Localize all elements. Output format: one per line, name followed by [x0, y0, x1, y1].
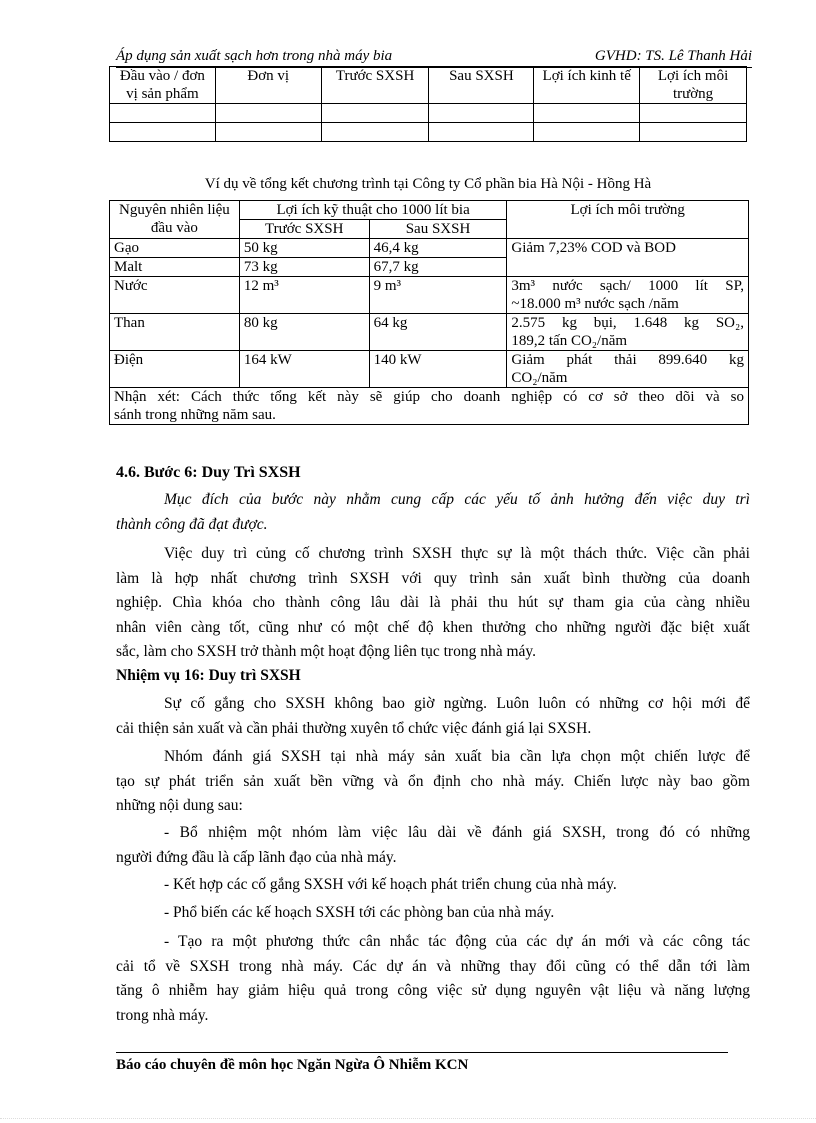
header-tech-benefit: Lợi ích kỹ thuật cho 1000 lít bia: [239, 201, 507, 220]
table-row: [110, 239, 749, 258]
after-cell: 67,7 kg: [369, 258, 507, 277]
table-cell: [110, 104, 216, 123]
header-material: Nguyên nhiên liệu đầu vào: [110, 201, 240, 239]
table-cell: [215, 123, 321, 142]
footer-divider: [116, 1052, 728, 1053]
text-line: Sự cố gắng cho SXSH không bao giờ ngừng. Luôn luôn có những cơ hội mới để: [164, 695, 750, 712]
table-header-row: [110, 67, 747, 104]
env-cell: [507, 314, 749, 351]
bullet-combine: [116, 873, 750, 898]
table-cell: [321, 123, 429, 142]
table-row: [110, 388, 749, 425]
material-cell: Nước: [110, 277, 240, 314]
note-line: Nhận xét: Cách thức tổng kết này sẽ giúp cho doanh nghiệp có cơ sở theo dõi và so: [114, 389, 744, 405]
running-header: [116, 48, 752, 68]
table-row: [110, 351, 749, 388]
before-cell: 12 m³: [239, 277, 369, 314]
table-cell: [534, 123, 640, 142]
task-heading: Nhiệm vụ 16: Duy trì SXSH: [116, 667, 301, 684]
env-cell: [507, 277, 749, 314]
header-env-benefit: Lợi ích môi trường: [507, 201, 749, 239]
after-cell: 140 kW: [369, 351, 507, 388]
env-line: ~18.000 m³ nước sạch /năm: [511, 296, 679, 312]
after-cell: 46,4 kg: [369, 239, 507, 258]
env-cell: [507, 351, 749, 388]
table-caption: Ví dụ về tổng kết chương trình tại Công ty Cổ phần bia Hà Nội - Hồng Hà: [204, 176, 652, 192]
material-cell: Điện: [110, 351, 240, 388]
example-results-table: [109, 200, 749, 425]
table-header-cell: Đầu vào / đơn vị sản phẩm: [110, 67, 216, 104]
text-line: người đứng đầu là cấp lãnh đạo của nhà máy.: [116, 848, 397, 866]
text-line: - Phổ biến các kế hoạch SXSH tới các phòng ban của nhà máy.: [164, 904, 555, 921]
footer-title: Báo cáo chuyên đề môn học Ngăn Ngừa Ô Nhiễm KCN: [116, 1057, 469, 1073]
text-line: làm là hợp nhất chương trình SXSH với quy trình sản xuất bình thường của doanh: [116, 569, 750, 587]
text-line: Nhóm đánh giá SXSH tại nhà máy sản xuất bia cần lựa chọn một chiến lược để: [164, 748, 750, 765]
text-line: sắc, làm cho SXSH trở thành một hoạt động liên tục trong nhà máy.: [116, 643, 537, 660]
env-line: 2.575 kg bụi, 1.648 kg SO₂,: [511, 315, 744, 331]
text-line: cải thiện sản xuất và cần phải thường xuyên tổ chức việc đánh giá lại SXSH.: [116, 719, 592, 737]
material-cell: Than: [110, 314, 240, 351]
table-cell: [110, 123, 216, 142]
table-header-cell: Lợi ích kinh tế: [534, 67, 640, 104]
table-row: [110, 104, 747, 123]
text-line: - Tạo ra một phương thức cân nhắc tác động của các dự án mới và các công tác: [164, 933, 750, 950]
text-line: nhân viên càng tốt, cũng như có một chế độ khen thưởng cho những người đặc biệt xuất: [116, 618, 750, 636]
text-line: - Bổ nhiệm một nhóm làm việc lâu dài về đánh giá SXSH, trong đó có những: [164, 824, 750, 841]
before-cell: 73 kg: [239, 258, 369, 277]
env-line: CO₂/năm: [511, 370, 568, 386]
table-cell: [534, 104, 640, 123]
env-cell: Giảm 7,23% COD và BOD: [507, 239, 749, 277]
table-row: [110, 314, 749, 351]
header-advisor: GVHD: TS. Lê Thanh Hải: [594, 48, 752, 64]
after-cell: 9 m³: [369, 277, 507, 314]
text-line: Mục đích của bước này nhằm cung cấp các yếu tố ảnh hưởng đến việc duy trì: [164, 491, 750, 508]
env-line: 189,2 tấn CO₂/năm: [511, 333, 628, 349]
env-line: 3m³ nước sạch/ 1000 lít SP,: [511, 278, 744, 294]
table-header-cell: Đơn vị: [215, 67, 321, 104]
table-cell: [429, 104, 534, 123]
table-row: [110, 123, 747, 142]
note-line: sánh trong những năm sau.: [114, 407, 276, 423]
text-line: trong nhà máy.: [116, 1006, 209, 1024]
table-cell: [429, 123, 534, 142]
purpose-paragraph: [116, 488, 750, 537]
material-cell: Malt: [110, 258, 240, 277]
table-cell: [321, 104, 429, 123]
text-line: những nội dung sau:: [116, 797, 243, 814]
before-cell: 50 kg: [239, 239, 369, 258]
table-cell: [640, 104, 747, 123]
paragraph-strategy: [116, 745, 750, 819]
text-line: thành công đã đạt được.: [116, 515, 268, 533]
table-cell: [640, 123, 747, 142]
bullet-method: [116, 930, 750, 1028]
paragraph-effort: [116, 692, 750, 741]
table-row: [110, 277, 749, 314]
table-header-cell: Lợi ích môi trường: [640, 67, 747, 104]
before-cell: 80 kg: [239, 314, 369, 351]
text-line: Việc duy trì củng cố chương trình SXSH thực sự là một thách thức. Việc cần phải: [164, 545, 750, 562]
text-line: nghiệp. Chìa khóa cho thành công lâu dài là phải thu hút sự tham gia của càng nhiều: [116, 594, 750, 611]
text-line: tạo sự phát triển sản xuất bền vững và ổn định cho nhà máy. Chiến lược này bao gồm: [116, 772, 750, 790]
table-header-row: [110, 201, 749, 220]
paragraph-maintain: [116, 542, 750, 665]
header-after: Sau SXSH: [369, 220, 507, 239]
text-line: cải tổ về SXSH trong nhà máy. Các dự án và những thay đổi cũng có thể dẫn tới làm: [116, 957, 750, 975]
env-line: Giảm phát thải 899.640 kg: [511, 352, 744, 368]
header-before: Trước SXSH: [239, 220, 369, 239]
bullet-appoint: [116, 821, 750, 870]
summary-template-table: [109, 66, 747, 142]
page-edge-divider: [0, 1118, 816, 1119]
table-header-cell: Trước SXSH: [321, 67, 429, 104]
header-title: Áp dụng sản xuất sạch hơn trong nhà máy bia: [116, 48, 393, 64]
bullet-disseminate: [116, 901, 750, 926]
table-cell: [215, 104, 321, 123]
section-heading: 4.6. Bước 6: Duy Trì SXSH: [116, 464, 301, 481]
text-line: - Kết hợp các cố gắng SXSH với kế hoạch phát triển chung của nhà máy.: [164, 876, 617, 893]
after-cell: 64 kg: [369, 314, 507, 351]
material-cell: Gạo: [110, 239, 240, 258]
text-line: tăng ô nhiễm hay giảm hiệu quả trong công việc sử dụng nguyên vật liệu và năng lượng: [116, 982, 750, 999]
note-cell: [110, 388, 749, 425]
table-header-cell: Sau SXSH: [429, 67, 534, 104]
before-cell: 164 kW: [239, 351, 369, 388]
